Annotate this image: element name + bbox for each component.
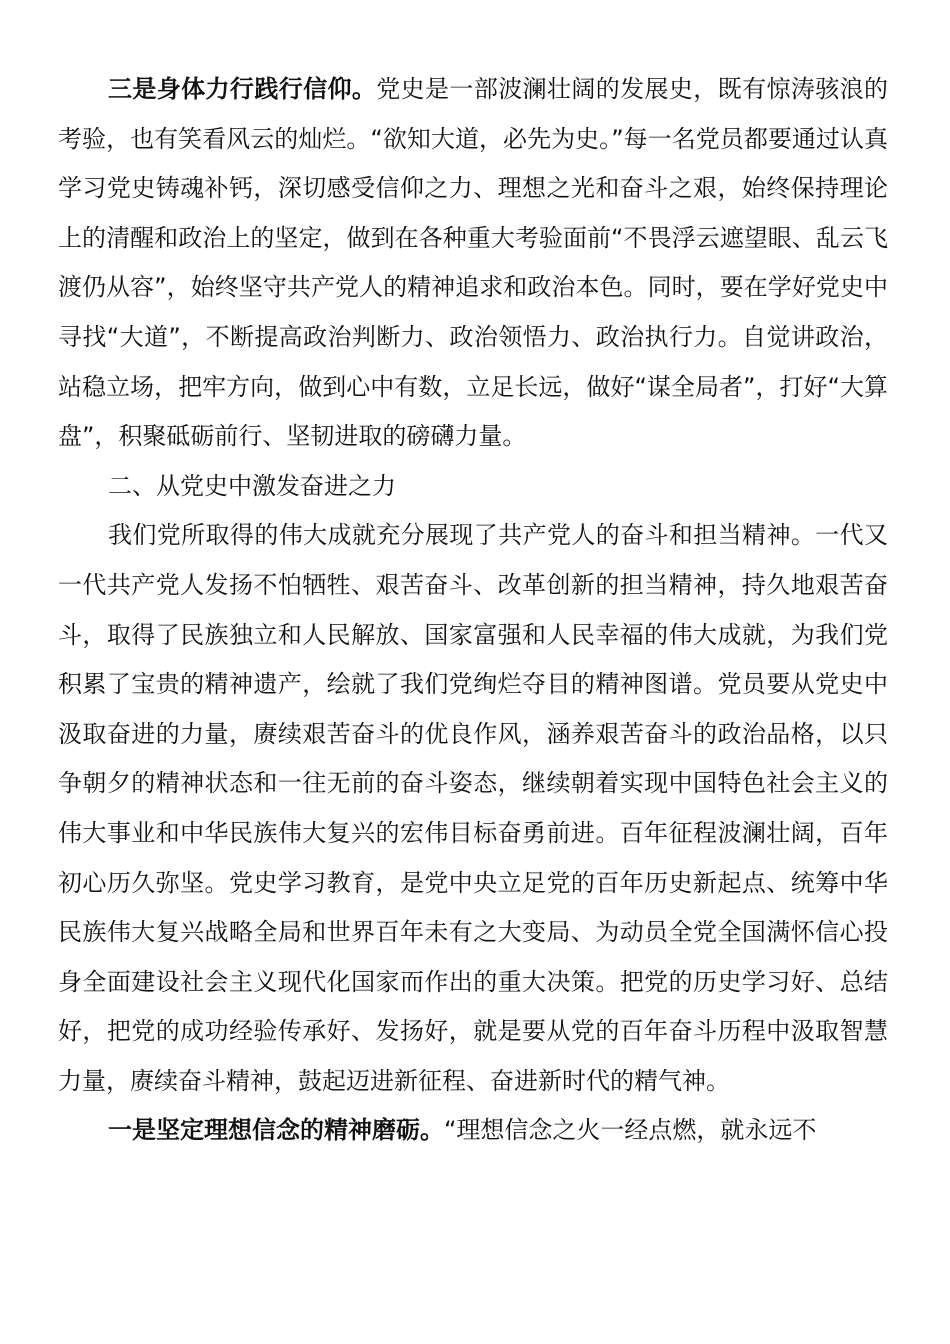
paragraph-lead-heading: 一是坚定理想信念的精神磨砺。 — [108, 1116, 444, 1145]
paragraph-text: “理想信念之火一经点燃，就永远不 — [444, 1116, 817, 1145]
paragraph-great-achievements — [58, 511, 888, 1106]
section-heading-inspire-strength — [58, 462, 888, 512]
paragraph-text: 我们党所取得的伟大成就充分展现了共产党人的奋斗和担当精神。一代又一代共产党人发扬不怕牺牲、艰苦奋斗、改革创新的担当精神，持久地艰苦奋斗，取得了民族独立和人民解放、国家富强和人民幸福的伟大成就，为我们党积累了宝贵的精神遗产，绘就了我们党绚烂夺目的精神图谱。党员要从党史中汲取奋进的力量，赓续艰苦奋斗的优良作风，涵养艰苦奋斗的政治品格，以只争朝夕的精神状态和一往无前的奋斗姿态，继续朝着实现中国特色社会主义的伟大事业和中华民族伟大复兴的宏伟目标奋勇前进。百年征程波澜壮阔，百年初心历久弥坚。党史学习教育，是党中央立足党的百年历史新起点、统筹中华民族伟大复兴战略全局和世界百年未有之大变局、为动员全党全国满怀信心投身全面建设社会主义现代化国家而作出的重大决策。把党的历史学习好、总结好，把党的成功经验传承好、发扬好，就是要从党的百年奋斗历程中汲取智慧力量，赓续奋斗精神，鼓起迈进新征程、奋进新时代的精气神。 — [58, 521, 888, 1095]
paragraph-lead-heading: 三是身体力行践行信仰。 — [108, 75, 377, 103]
body-text — [58, 65, 888, 1156]
paragraph-text: 党史是一部波澜壮阔的发展史，既有惊涛骇浪的考验，也有笑看风云的灿烂。“欲知大道，必先为史。”每一名党员都要通过认真学习党史铸魂补钙，深切感受信仰之力、理想之光和奋斗之艰，始终保持理论上的清醒和政治上的坚定，做到在各种重大考验面前“不畏浮云遮望眼、乱云飞渡仍从容”，始终坚守共产党人的精神追求和政治本色。同时，要在学好党史中寻找“大道”，不断提高政治判断力、政治领悟力、政治执行力。自觉讲政治，站稳立场，把牢方向，做到心中有数，立足长远，做好“谋全局者”，打好“大算盘”，积聚砥砺前行、坚韧进取的磅礴力量。 — [58, 75, 889, 451]
section-heading-text: 二、从党史中激发奋进之力 — [108, 471, 396, 500]
paragraph-practice-faith — [58, 65, 888, 462]
paragraph-firm-ideals — [58, 1106, 888, 1156]
